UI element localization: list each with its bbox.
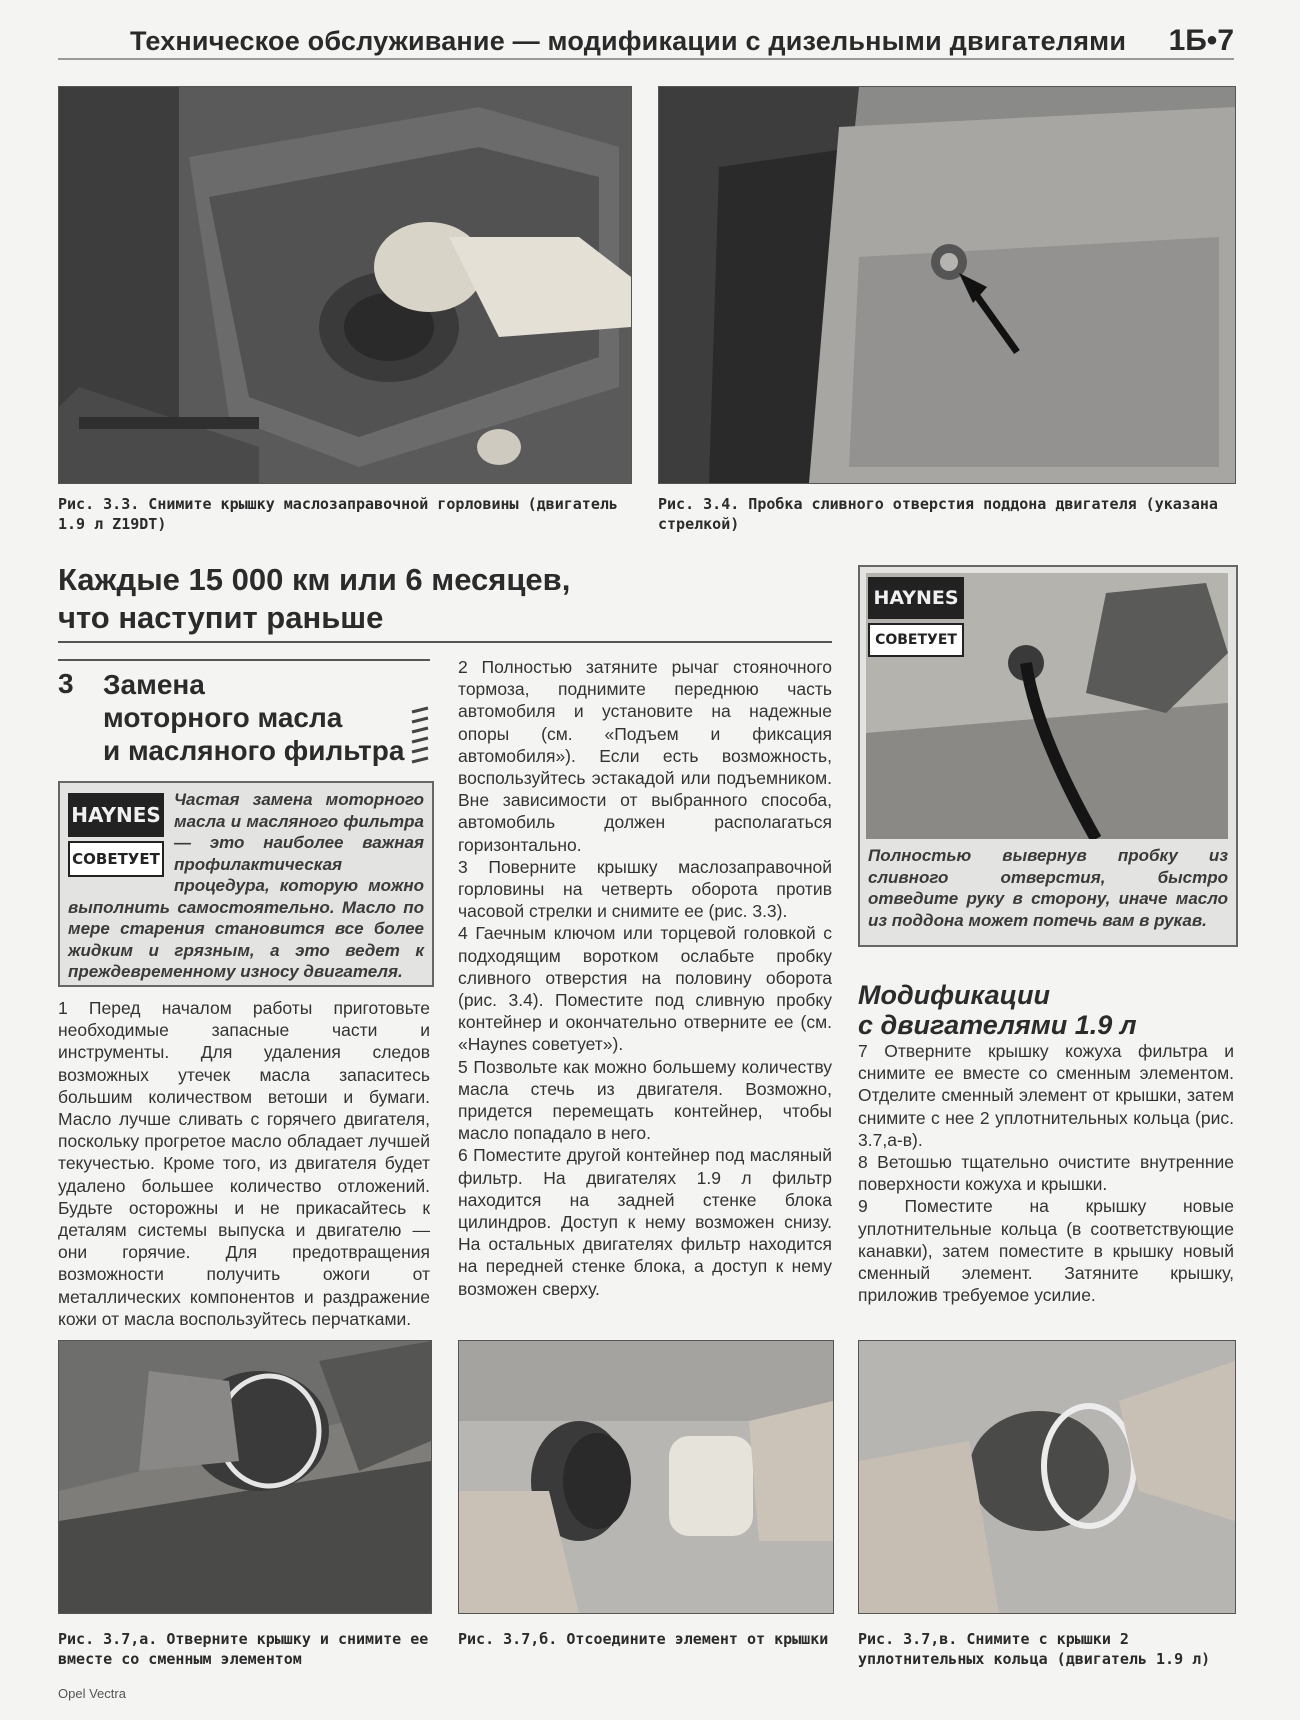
step-4-text: 4 Гаечным ключом или торцевой головкой с подходящим воротком ослабьте пробку сливного отверстия на половину оборота (рис. 3.4). Поместите под сливную пробку контейнер и окончательно отверните ее (см. «Haynes советует»). [458,923,832,1055]
photo-fig-3-7a [58,1340,432,1614]
step-9-text: 9 Поместите на крышку новые уплотнительные кольца (в соответствующие канавки), затем поместите в крышку новый сменный элемент. Затяните крышку, приложив требуемое усилие. [858,1196,1234,1306]
photo-fig-3-7b [458,1340,834,1614]
modifications-heading-line1: Модификации [858,980,1051,1010]
right-column-steps [858,1040,1234,1306]
caption-fig-3-4: Рис. 3.4. Пробка сливного отверстия поддона двигателя (указана стрелкой) [658,495,1218,533]
caption-fig-3-7a: Рис. 3.7,а. Отверните крышку и снимите ее вместе со сменным элементом [58,1630,429,1668]
photo-fig-3-3 [58,86,632,484]
subsection-title-line2: моторного масла [103,702,343,733]
haynes-logo-2: HAYNES [868,577,964,619]
step-8-text: 8 Ветошью тщательно очистите внутренние поверхности кожуха и крышки. [858,1152,1234,1195]
step-7-text: 7 Отверните крышку кожуха фильтра и снимите ее вместе со сменным элементом. Отделите сменный элемент от крышки, затем снимите с нее 2 уплотнительных кольца (рис. 3.7,а-в). [858,1041,1234,1150]
haynes-tip-text [68,789,424,983]
section-heading-line1: Каждые 15 000 км или 6 месяцев, [58,562,571,597]
page-header [130,22,1234,62]
haynes-label: СОВЕТУЕТ [68,841,164,877]
page-number: 1Б•7 [1168,24,1234,57]
caption-fig-3-7v: Рис. 3.7,в. Снимите с крышки 2 уплотнительных кольца (двигатель 1.9 л) [858,1630,1211,1668]
caption-fig-3-7b: Рис. 3.7,б. Отсоедините элемент от крышки [458,1630,829,1648]
subsection-title-line1: Замена [103,669,205,700]
spanner-icon [408,704,432,764]
step-1-text: 1 Перед началом работы приготовьте необходимые запасные части и инструменты. Для удаления следов возможных утечек масла запаситесь большим количеством ветоши и бумаги. Масло лучше сливать с горячего двигателя, поскольку прогретое масло обладает лучшей текучестью. Кроме того, из двигателя будет удалено большее количество отложений. Будьте осторожны и не прикасайтесь к деталям системы выпуска и двигателю — они горячие. Для предотвращения возможности получить ожоги от металлических компонентов и раздражение кожи от масла воспользуйтесь перчатками. [58,998,430,1329]
haynes-tip-box [58,781,434,987]
haynes-tip-box-2 [858,565,1238,947]
photo-fig-3-4 [658,86,1236,484]
subsection-divider [58,659,430,661]
step-3-text: 3 Поверните крышку маслозаправочной горловины на четверть оборота против часовой стрелки и снимите ее (рис. 3.3). [458,856,832,922]
footer-text: Opel Vectra [58,1686,126,1701]
header-title: Техническое обслуживание — модификации с дизельными двигателями [130,26,1127,56]
step-1 [58,997,430,1330]
haynes-tip-text-2: Полностью вывернув пробку из сливного отверстия, быстро отведите руку в сторону, иначе масло из поддона может потечь вам в рукав. [868,846,1228,930]
step-5-text: 5 Позвольте как можно большему количеству масла стечь из двигателя. Возможно, придется перемещать контейнер, чтобы масло попадало в него. [458,1056,832,1144]
haynes-logo: HAYNES [68,793,164,837]
caption-fig-3-3: Рис. 3.3. Снимите крышку маслозаправочной горловины (двигатель 1.9 л Z19DT) [58,495,618,533]
section-divider [58,641,832,643]
haynes-tip-content: Частая замена моторного масла и масляного фильтра — это наиболее важная профилактическая процедура, которую можно выполнить самостоятельно. Масло по мере старения становится все более жидким и грязным, а это ведет к преждевременному износу двигателя. [68,790,424,981]
photo-fig-3-7v [858,1340,1236,1614]
middle-column-steps [458,656,832,1300]
subsection-title-line3: и масляного фильтра [103,735,405,766]
section-heading [58,561,838,637]
modifications-heading [858,980,1234,1040]
header-divider [58,58,1234,60]
section-heading-line2: что наступит раньше [58,600,384,635]
subsection-number: 3 [58,668,74,699]
step-6-text: 6 Поместите другой контейнер под масляный фильтр. На двигателях 1.9 л фильтр находится на задней стенке блока цилиндров. Доступ к нему возможен снизу. На остальных двигателях фильтр находится на передней стенке блока, а доступ к нему возможен сверху. [458,1145,832,1299]
haynes-label-2: СОВЕТУЕТ [868,623,964,657]
modifications-heading-line2: с двигателями 1.9 л [858,1010,1137,1040]
step-2-text: 2 Полностью затяните рычаг стояночного тормоза, поднимите переднюю часть автомобиля и установите на надежные опоры (см. «Подъем и фиксация автомобиля»). Если есть возможность, воспользуйтесь эстакадой или подъемником. Вне зависимости от выбранного способа, автомобиль должен располагаться горизонтально. [458,657,832,855]
subsection-title [103,668,423,767]
